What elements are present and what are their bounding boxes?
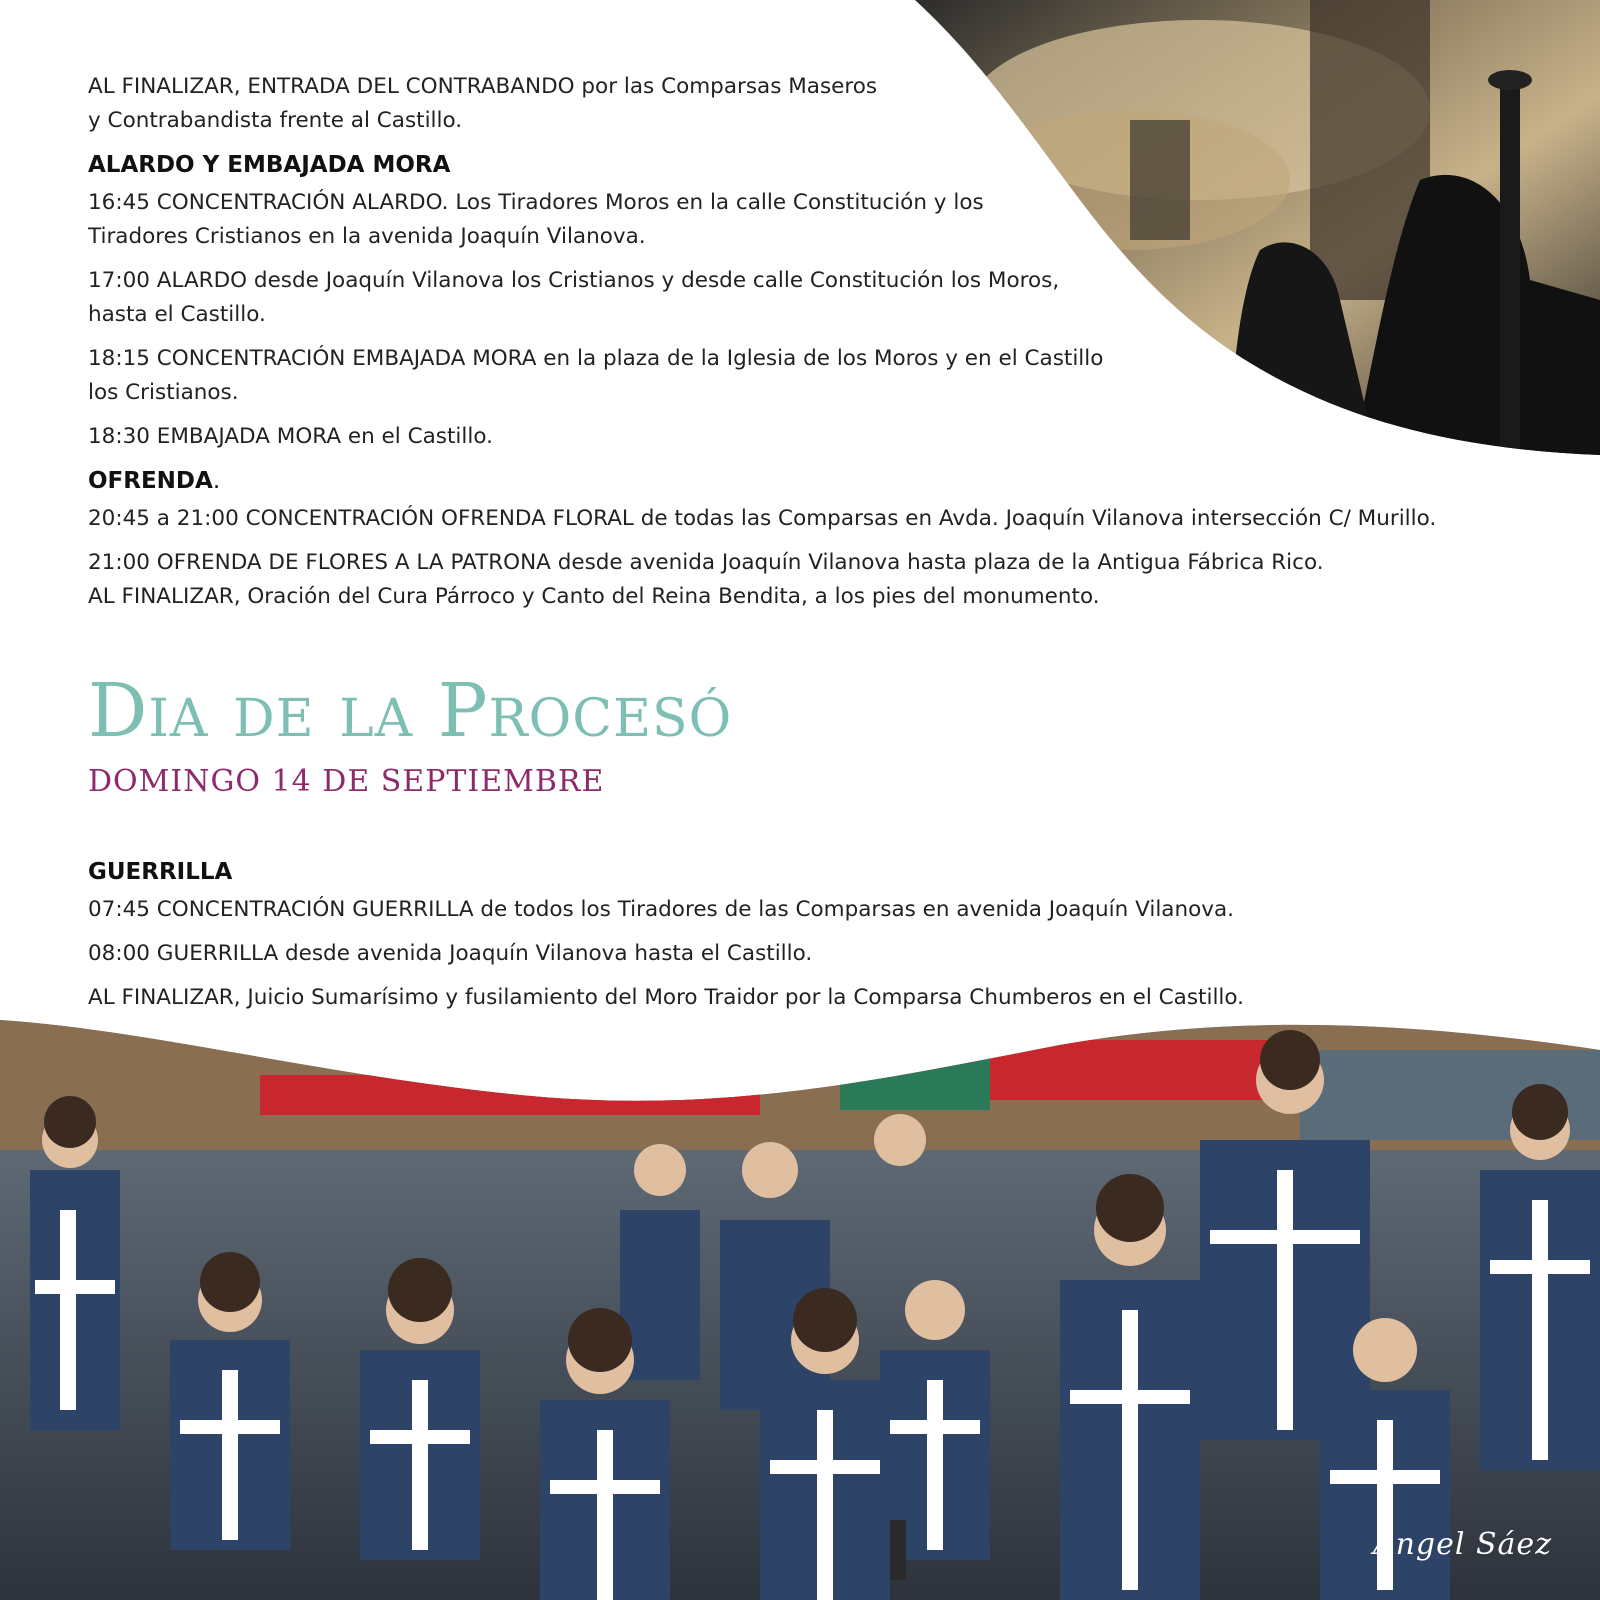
alardo-item-line: 16:45 CONCENTRACIÓN ALARDO. Los Tiradores Moros en la calle Constitución y los bbox=[88, 190, 984, 215]
photo-credit: Angel Sáez bbox=[1372, 1527, 1552, 1562]
alardo-item-line: 18:15 CONCENTRACIÓN EMBAJADA MORA en la plaza de la Iglesia de los Moros y en el Castillo bbox=[88, 346, 1104, 371]
ofrenda-heading bbox=[88, 468, 1568, 494]
guerrilla-item: 08:00 GUERRILLA desde avenida Joaquín Vilanova hasta el Castillo. bbox=[88, 941, 813, 966]
alardo-heading: ALARDO Y EMBAJADA MORA bbox=[88, 152, 451, 178]
section2-title-block bbox=[88, 668, 732, 799]
alardo-item bbox=[88, 264, 1568, 332]
section-date: DOMINGO 14 DE SEPTIEMBRE bbox=[88, 764, 605, 799]
intro-line-2: y Contrabandista frente al Castillo. bbox=[88, 108, 463, 133]
alardo-item-line: hasta el Castillo. bbox=[88, 302, 266, 327]
alardo-item bbox=[88, 342, 1568, 410]
alardo-item bbox=[88, 186, 1568, 254]
alardo-item-line: Tiradores Cristianos en la avenida Joaquín Vilanova. bbox=[88, 224, 646, 249]
ofrenda-item-line: 21:00 OFRENDA DE FLORES A LA PATRONA desde avenida Joaquín Vilanova hasta plaza de la Antigua Fábrica Rico. bbox=[88, 550, 1324, 575]
ofrenda-heading-dot: . bbox=[212, 468, 221, 494]
ofrenda-item bbox=[88, 502, 1568, 536]
guerrilla-item: AL FINALIZAR, Juicio Sumarísimo y fusilamiento del Moro Traidor por la Comparsa Chumberos en el Castillo. bbox=[88, 985, 1245, 1010]
ofrenda-item bbox=[88, 546, 1568, 614]
bottom-parade-photo bbox=[0, 1020, 1600, 1600]
intro-paragraph bbox=[88, 70, 1568, 138]
alardo-item-line: 18:30 EMBAJADA MORA en el Castillo. bbox=[88, 424, 493, 449]
section1-content bbox=[88, 70, 1568, 624]
section2-content bbox=[88, 845, 1568, 1025]
alardo-item-line: 17:00 ALARDO desde Joaquín Vilanova los Cristianos y desde calle Constitución los Moros, bbox=[88, 268, 1060, 293]
ofrenda-heading-text: OFRENDA bbox=[88, 468, 213, 494]
guerrilla-item: 07:45 CONCENTRACIÓN GUERRILLA de todos los Tiradores de las Comparsas en avenida Joaquín Vilanova. bbox=[88, 897, 1234, 922]
guerrilla-heading: GUERRILLA bbox=[88, 859, 233, 885]
alardo-item bbox=[88, 420, 1568, 454]
ofrenda-item-line: AL FINALIZAR, Oración del Cura Párroco y Canto del Reina Bendita, a los pies del monumento. bbox=[88, 584, 1100, 609]
ofrenda-item-line: 20:45 a 21:00 CONCENTRACIÓN OFRENDA FLORAL de todas las Comparsas en Avda. Joaquín Vilanova intersección C/ Murillo. bbox=[88, 506, 1437, 531]
section-title: Dia de la Procesó bbox=[88, 668, 733, 754]
alardo-item-line: los Cristianos. bbox=[88, 380, 239, 405]
intro-line-1: AL FINALIZAR, ENTRADA DEL CONTRABANDO por las Comparsas Maseros bbox=[88, 74, 878, 99]
